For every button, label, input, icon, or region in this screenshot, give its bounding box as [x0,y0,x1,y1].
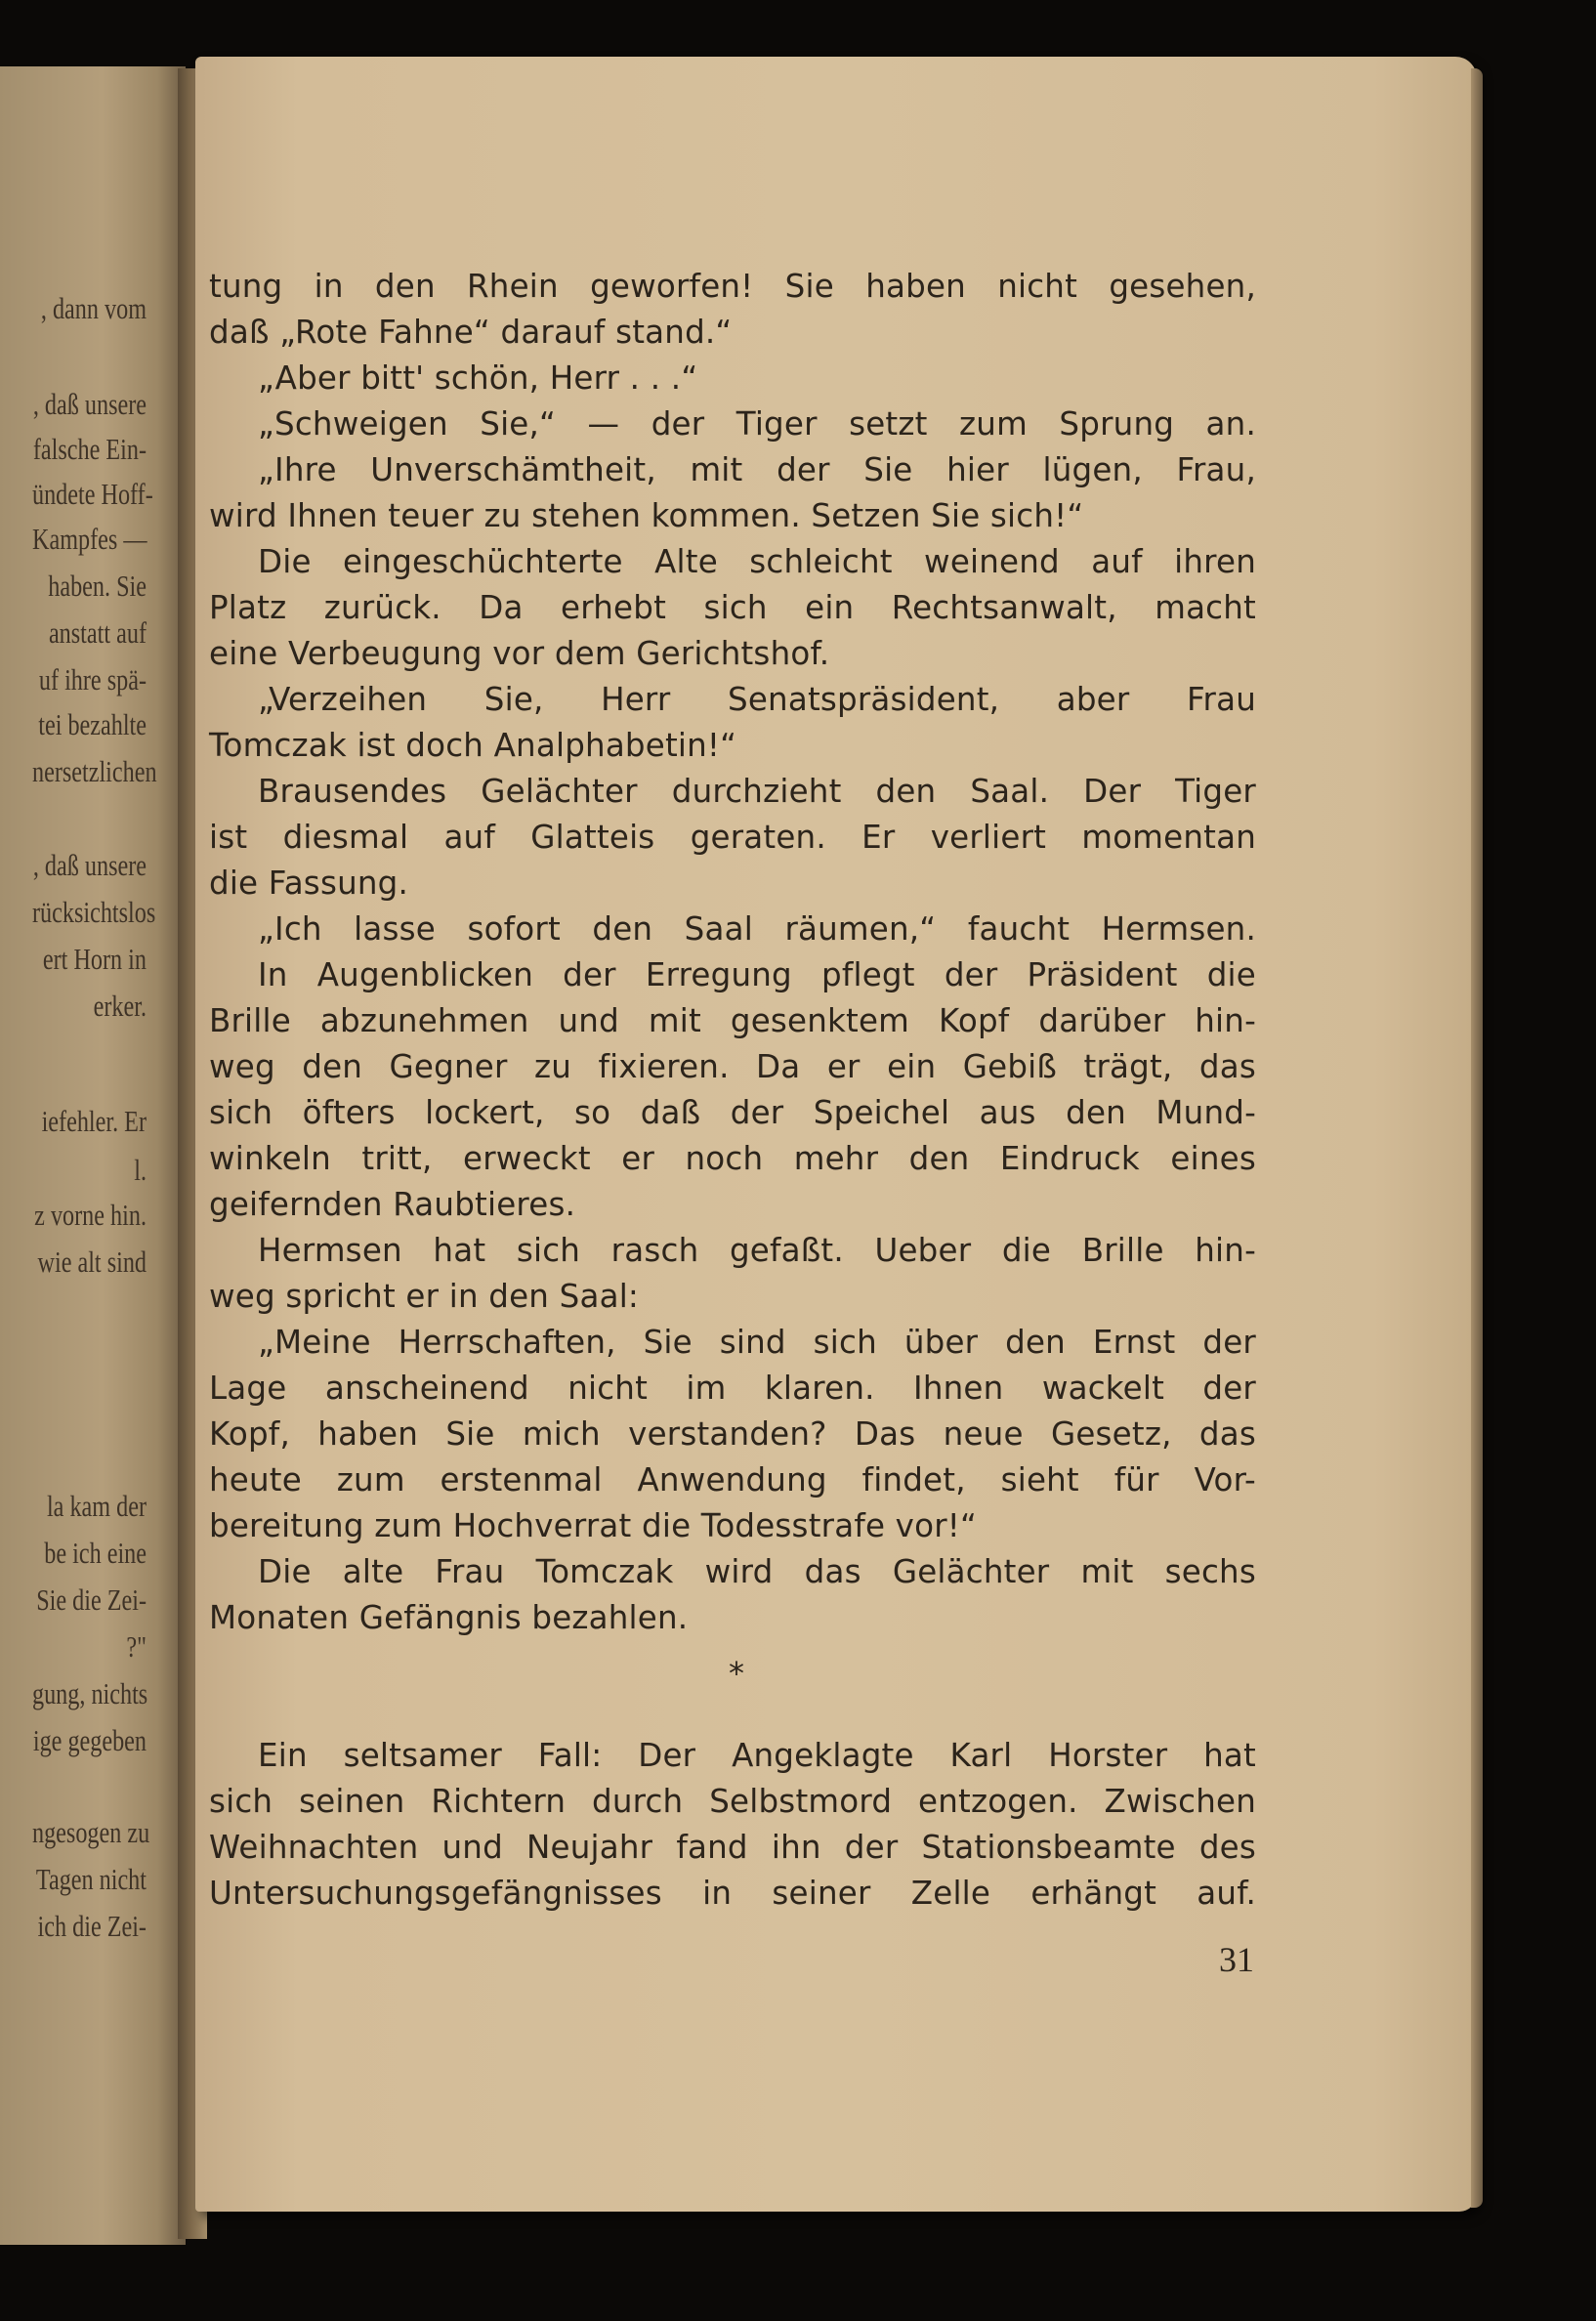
left-text-line: uf ihre spä- [38,662,147,696]
left-text-line: ert Horn in [42,942,147,976]
page-number: 31 [1219,1940,1254,1979]
text-line: „Meine Herrschaften, Sie sind sich über den Ernst der [258,1324,1256,1361]
left-text-line: anstatt auf [48,615,147,650]
left-text-line: Sie die Zei- [36,1582,147,1617]
text-line: In Augenblicken der Erregung pflegt der Präsident die [258,956,1256,993]
text-line: weg spricht er in den Saal: [209,1278,640,1315]
text-line: Weihnachten und Neujahr fand ihn der Stationsbeamte des [209,1829,1256,1866]
left-text-line: , dann vom [40,291,147,325]
text-line: Untersuchungsgefängnisses in seiner Zelle erhängt auf. [209,1875,1256,1912]
text-line: Kopf, haben Sie mich verstanden? Das neue Gesetz, das [209,1415,1256,1453]
text-line: die Fassung. [209,865,409,902]
text-line: weg den Gegner zu fixieren. Da er ein Gebiß trägt, das [209,1048,1256,1085]
text-line: Ein seltsamer Fall: Der Angeklagte Karl Horster hat [258,1737,1256,1774]
text-line: Tomczak ist doch Analphabetin!“ [209,727,737,764]
left-text-line: ündete Hoff- [32,477,153,511]
left-text-line: tei bezahlte [38,707,147,741]
text-line: Hermsen hat sich rasch gefaßt. Ueber die Brille hin- [258,1232,1256,1269]
text-line: geifernden Raubtieres. [209,1186,576,1223]
left-text-line: , daß unsere [32,848,147,882]
text-line: sich öfters lockert, so daß der Speichel aus den Mund- [209,1094,1256,1131]
text-line: bereitung zum Hochverrat die Todesstrafe vor!“ [209,1507,978,1544]
left-text-line: erker. [93,989,147,1023]
text-line: Monaten Gefängnis bezahlen. [209,1599,689,1636]
text-line: Brausendes Gelächter durchzieht den Saal. Der Tiger [258,773,1256,810]
text-line: Die eingeschüchterte Alte schleicht weinend auf ihren [258,543,1256,580]
left-text-line: wie alt sind [37,1245,147,1279]
left-text-line: ich die Zei- [37,1909,147,1943]
page-edge [1471,68,1483,2208]
text-line: sich seinen Richtern durch Selbstmord entzogen. Zwischen [209,1783,1256,1820]
left-text-line: gung, nichts [32,1676,148,1710]
left-text-line: haben. Sie [48,569,147,603]
left-text-line: , daß unsere [32,387,147,421]
text-line: daß „Rote Fahne“ darauf stand.“ [209,314,733,351]
text-line: Die alte Frau Tomczak wird das Gelächter mit sechs [258,1553,1256,1590]
left-text-line: ngesogen zu [32,1815,150,1849]
left-text-line: be ich eine [44,1536,147,1570]
left-text-line: iefehler. Er [41,1104,147,1138]
text-line: Brille abzunehmen und mit gesenktem Kopf darüber hin- [209,1002,1256,1039]
text-line: winkeln tritt, erweckt er noch mehr den Eindruck eines [209,1140,1256,1177]
left-text-line: la kam der [46,1489,147,1523]
text-line: „Ich lasse sofort den Saal räumen,“ faucht Hermsen. [258,910,1256,948]
text-line: eine Verbeugung vor dem Gerichtshof. [209,635,830,672]
text-line: „Ihre Unverschämtheit, mit der Sie hier lügen, Frau, [258,451,1256,488]
section-separator: * [729,1655,744,1692]
left-text-line: ige gegeben [32,1723,147,1757]
text-line: heute zum erstenmal Anwendung findet, sieht für Vor- [209,1461,1256,1498]
text-line: „Schweigen Sie,“ — der Tiger setzt zum Sprung an. [258,405,1256,443]
text-line: wird Ihnen teuer zu stehen kommen. Setzen Sie sich!“ [209,497,1084,534]
facing-page-left [0,66,186,2245]
left-text-line: Tagen nicht [35,1862,147,1896]
left-text-line: Kampfes — [32,522,147,556]
left-text-line: falsche Ein- [32,432,147,466]
left-text-line: ?" [126,1629,147,1664]
left-text-line: rücksichtslos [32,895,156,929]
left-text-line: z vorne hin. [34,1198,147,1232]
text-line: tung in den Rhein geworfen! Sie haben nicht gesehen, [209,268,1256,305]
text-line: Lage anscheinend nicht im klaren. Ihnen wackelt der [209,1370,1256,1407]
text-line: „Verzeihen Sie, Herr Senatspräsident, aber Frau [258,681,1256,718]
text-line: „Aber bitt' schön, Herr . . .“ [258,359,698,397]
left-text-line: l. [134,1153,147,1187]
left-text-line: nersetzlichen [32,754,157,788]
text-line: ist diesmal auf Glatteis geraten. Er verliert momentan [209,819,1256,856]
text-line: Platz zurück. Da erhebt sich ein Rechtsanwalt, macht [209,589,1256,626]
